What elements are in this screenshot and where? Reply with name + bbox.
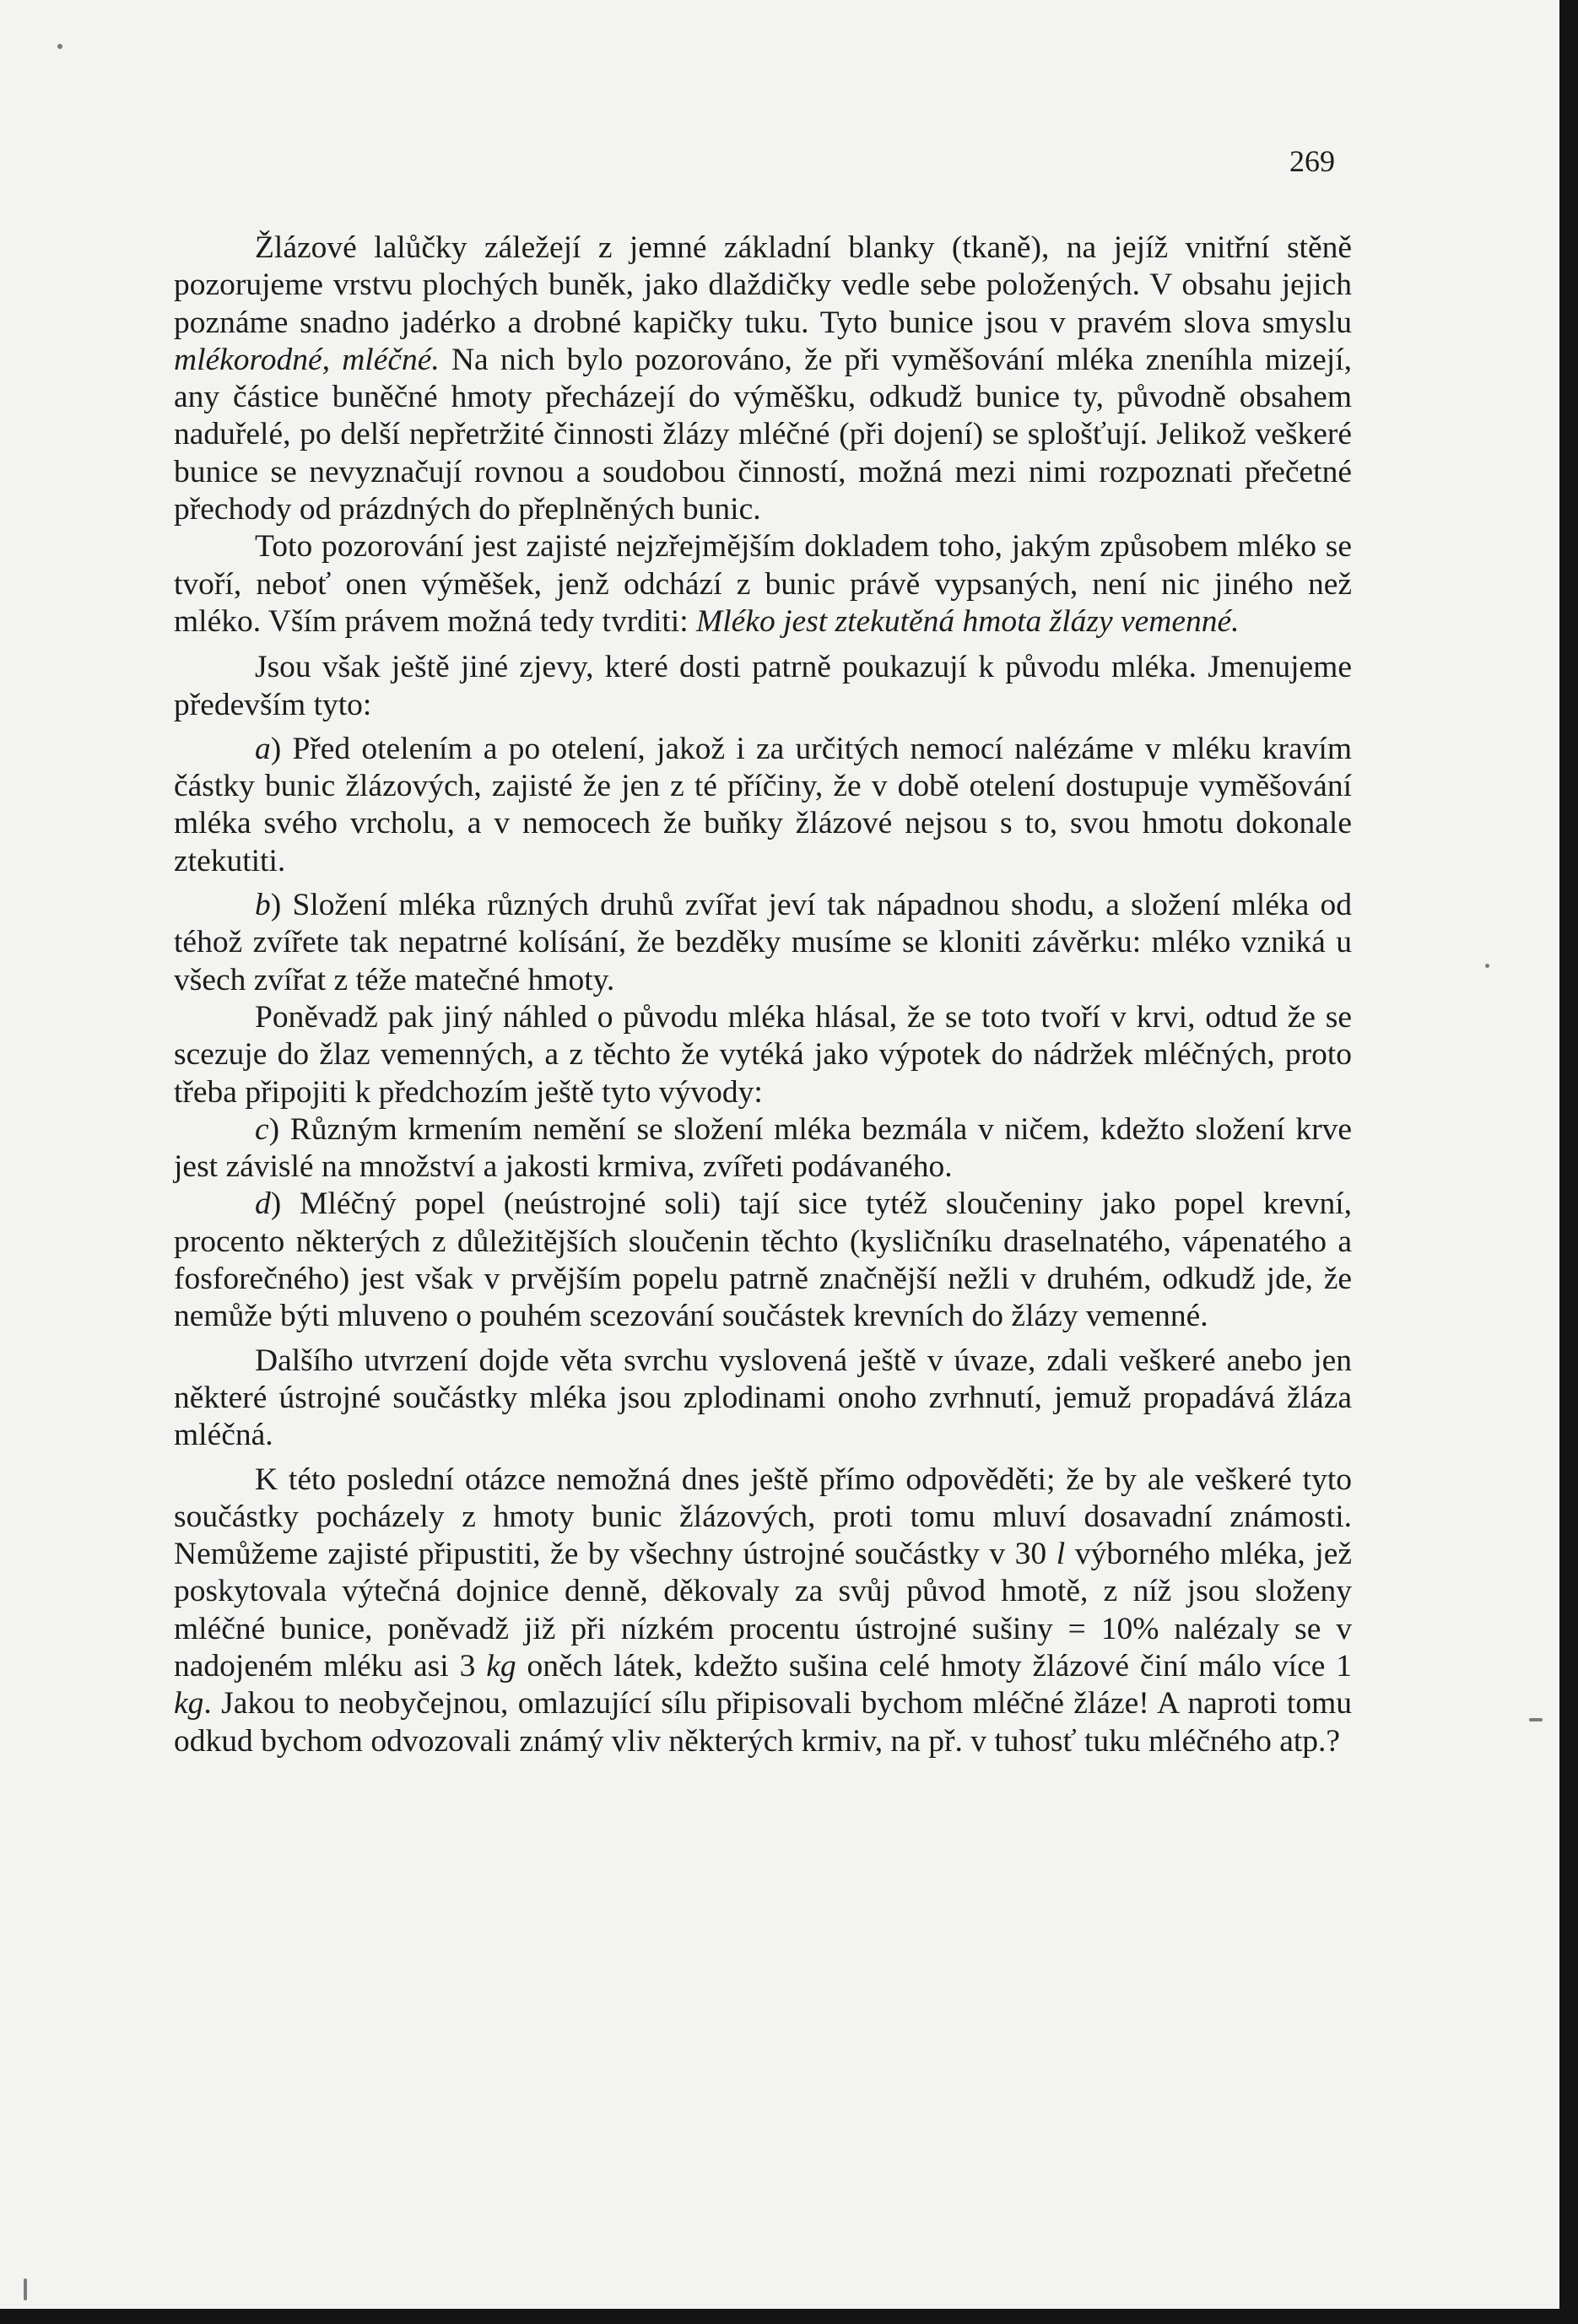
italic-run: l bbox=[1056, 1537, 1066, 1572]
italic-run: b bbox=[255, 888, 271, 923]
paragraph-8 bbox=[174, 1186, 1352, 1335]
scan-speck bbox=[24, 2278, 27, 2300]
text-run: ) Mléčný popel (neústrojné soli) tají sice tytéž sloučeniny jako popel krevní, procento některých z důležitějších sloučenin těchto (kysličníku draselnatého, vápenatého a fosforečného) jest však v prvějším popelu patrně značnější nežli v druhém, odkudž jde, že nemůže býti mluveno o pouhém scezování součástek krevních do žlázy vemenné. bbox=[174, 1186, 1352, 1334]
paragraph-2 bbox=[174, 528, 1352, 640]
text-run: Poněvadž pak jiný náhled o původu mléka hlásal, že se toto tvoří v krvi, odtud že se scezuje do žlaz vemenných, a z těchto že vytéká jako výpotek do nádržek mléčných, proto třeba připojiti k předchozím ještě tyto vývody: bbox=[174, 999, 1352, 1110]
paragraph-1 bbox=[174, 230, 1352, 528]
italic-run: d bbox=[255, 1186, 271, 1222]
italic-run: c bbox=[255, 1111, 269, 1147]
text-run: ) Různým krmením nemění se složení mléka bezmála v ničem, kdežto složení krve jest závislé na množství a jakosti krmiva, zvířeti podávaného. bbox=[174, 1111, 1352, 1185]
body-text bbox=[174, 230, 1352, 1760]
text-run: Na nich bylo pozorováno, že při vyměšování mléka zneníhla mizejí, any částice buněčné hmoty přecházejí do výměšku, odkudž bunice ty, původně obsahem naduřelé, po delší nepřetržité činnosti žlázy mléčné (při dojení) se splošťují. Jelikož veškeré bunice se nevyznačují rovnou a soudobou činností, možná mezi nimi rozpoznati přečetné přechody od prázdných do přeplněných bunic. bbox=[174, 342, 1352, 527]
scan-border-right bbox=[1559, 0, 1578, 2324]
italic-run: a bbox=[255, 731, 271, 766]
text-run: Žlázové lalůčky záležejí z jemné základní blanky (tkaně), na jejíž vnitřní stěně pozorujeme vrstvu plochých buněk, jako dlaždičky vedle sebe položených. V obsahu jejich poznáme snadno jadérko a drobné kapičky tuku. Tyto bunice jsou v pravém slova smyslu bbox=[174, 230, 1352, 340]
text-run: Dalšího utvrzení dojde věta svrchu vyslovená ještě v úvaze, zdali veškeré anebo jen některé ústrojné součástky mléka jsou zplodinami onoho zvrhnutí, jemuž propadává žláza mléčná. bbox=[174, 1343, 1352, 1453]
text-run: Jsou však ještě jiné zjevy, které dosti patrně poukazují k původu mléka. Jmenujeme především tyto: bbox=[174, 650, 1352, 722]
paragraph-10 bbox=[174, 1462, 1352, 1760]
italic-run: Mléko jest ztekutěná hmota žlázy vemenné. bbox=[696, 603, 1240, 639]
paragraph-6 bbox=[174, 999, 1352, 1111]
text-run: Toto pozorování jest zajisté nejzřejmějším dokladem toho, jakým způsobem mléko se tvoří, neboť onen výměšek, jenž odchází z bunic právě vypsaných, není nic jiného než mléko. Vším právem možná tedy tvrditi: bbox=[174, 529, 1352, 639]
text-run: K této poslední otázce nemožná dnes ještě přímo odpověděti; že by ale veškeré tyto součástky pocházely z hmoty bunic žlázových, proti tomu mluví dosavadní známosti. Nemůžeme zajisté připustiti, že by všechny ústrojné součástky v 30 bbox=[174, 1462, 1352, 1572]
scan-border-bottom bbox=[0, 2309, 1578, 2324]
scan-speck bbox=[1485, 964, 1489, 968]
italic-run: kg bbox=[486, 1648, 516, 1684]
paragraph-4 bbox=[174, 731, 1352, 880]
paragraph-5 bbox=[174, 887, 1352, 999]
text-run: ) Složení mléka různých druhů zvířat jeví tak nápadnou shodu, a složení mléka od téhož zvířete tak nepatrné kolísání, že bezděky musíme se kloniti závěrku: mléko vzniká u všech zvířat z téže matečné hmoty. bbox=[174, 888, 1352, 997]
text-run: . Jakou to neobyčejnou, omlazující sílu připisovali bychom mléčné žláze! A naproti tomu odkud bychom odvozovali známý vliv některých krmiv, na př. v tuhosť tuku mléčného atp.? bbox=[174, 1686, 1352, 1759]
scan-speck bbox=[1529, 1718, 1543, 1721]
paragraph-9 bbox=[174, 1343, 1352, 1455]
page-number: 269 bbox=[1289, 144, 1335, 178]
text-run: ) Před otelením a po otelení, jakož i za určitých nemocí nalézáme v mléku kravím částky bunic žlázových, zajisté že jen z té příčiny, že v době otelení dostupuje vyměšování mléka svého vrcholu, a v nemocech že buňky žlázové nejsou s to, svou hmotu dokonale ztekutiti. bbox=[174, 731, 1352, 878]
italic-run: kg bbox=[174, 1686, 204, 1721]
text-run: oněch látek, kdežto sušina celé hmoty žlázové činí málo více 1 bbox=[516, 1648, 1352, 1684]
paragraph-7 bbox=[174, 1111, 1352, 1186]
paragraph-3 bbox=[174, 649, 1352, 724]
text-run: výborného mléka, jež poskytovala výtečná dojnice denně, děkovaly za svůj původ hmotě, z níž jsou složeny mléčné bunice, poněvadž již při nízkém procentu ústrojné sušiny = 10% nalézaly se v nadojeném mléku asi 3 bbox=[174, 1537, 1352, 1684]
scan-speck bbox=[57, 44, 62, 49]
italic-run: mlékorodné, mléčné. bbox=[174, 342, 440, 377]
